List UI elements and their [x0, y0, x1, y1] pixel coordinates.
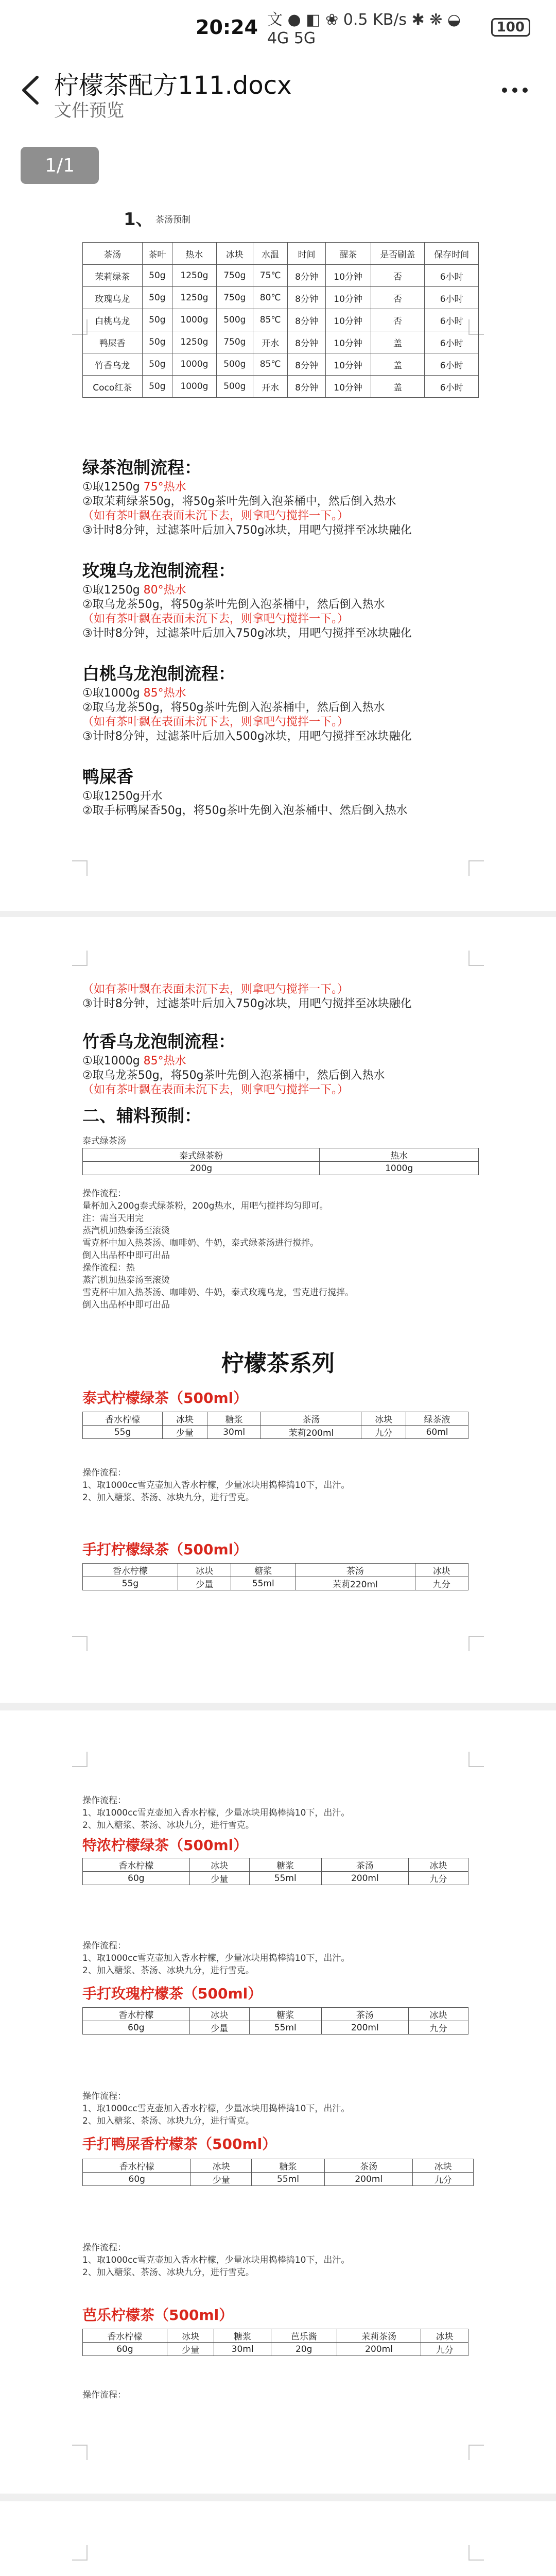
doc-note: 注：需当天用完 — [82, 1213, 144, 1224]
table-cell: 750g — [216, 265, 253, 287]
doc-line: ②取手标鸭屎香50g，将50g茶叶先倒入泡茶桶中、然后倒入热水 — [82, 804, 408, 817]
table-cell: 6小时 — [425, 287, 479, 309]
doc-line: ③计时8分钟，过滤茶叶后加入750g冰块，用吧勺搅拌至冰块融化 — [82, 627, 412, 640]
auxiliary-subtitle: 泰式绿茶汤 — [82, 1136, 126, 1146]
table-row — [83, 287, 479, 309]
table-cell: 盖 — [371, 376, 425, 398]
lemon-series-title: 柠檬茶系列 — [221, 1350, 335, 1377]
table-cell: 盖 — [371, 331, 425, 353]
table-row — [83, 1577, 468, 1590]
table-cell: 冰块 — [361, 1412, 406, 1426]
table-cell: 九分 — [408, 1872, 468, 1885]
rose-lemon-table — [82, 2007, 468, 2035]
table-cell: 1000g — [172, 353, 217, 376]
thai-lemon-title: 泰式柠檬绿茶（500ml） — [82, 1389, 248, 1406]
status-time: 20:24 — [196, 15, 258, 39]
table-cell: 香水柠檬 — [83, 2159, 191, 2173]
document-page-2 — [0, 917, 556, 1703]
table-cell: 热水 — [320, 1148, 479, 1162]
table-cell: 少量 — [163, 1426, 207, 1439]
table-cell: 1000g — [320, 1162, 479, 1175]
doc-line: 操作流程： — [82, 1941, 126, 1951]
doc-line: 蒸汽机加热泰汤至滚烫 — [82, 1226, 170, 1236]
doc-line: 倒入出品杯中即可出品 — [82, 1250, 170, 1261]
table-cell: 冰块 — [189, 2008, 249, 2021]
doc-line: ②取乌龙茶50g，将50g茶叶先倒入泡茶桶中，然后倒入热水 — [82, 598, 385, 611]
more-options-button[interactable] — [499, 82, 530, 98]
table-cell: 少量 — [189, 1872, 249, 1885]
doc-line: 1、取1000cc雪克壶加入香水柠檬，少量冰块用捣棒捣10下，出汁。 — [82, 2255, 350, 2265]
table-cell: 8分钟 — [288, 331, 325, 353]
table-header-row — [83, 2329, 468, 2343]
doc-line: ②取茉莉绿茶50g，将50g茶叶先倒入泡茶桶中，然后倒入热水 — [82, 495, 396, 508]
table-cell: 少量 — [191, 2173, 252, 2186]
table-cell: 10分钟 — [325, 331, 371, 353]
page-corner-mark — [72, 951, 88, 966]
table-cell: 10分钟 — [325, 265, 371, 287]
page-corner-mark — [468, 2445, 484, 2460]
table-header-row — [83, 1412, 468, 1426]
table-cell: 6小时 — [425, 331, 479, 353]
page-corner-mark — [72, 1752, 88, 1767]
table-cell: 冰块 — [408, 1858, 468, 1872]
table-cell: 糖浆 — [231, 1564, 296, 1577]
table-cell: 水温 — [253, 243, 288, 265]
table-cell: 30ml — [214, 2343, 271, 2356]
table-cell: 糖浆 — [207, 1412, 261, 1426]
page-corner-mark — [468, 951, 484, 966]
doc-line: 蒸汽机加热泰汤至滚烫 — [82, 1275, 170, 1285]
document-subtitle: 文件预览 — [54, 100, 124, 121]
table-cell: 是否刷盖 — [371, 243, 425, 265]
table-row — [83, 2343, 468, 2356]
table-cell: 6小时 — [425, 265, 479, 287]
doc-line: 雪克杯中加入热茶汤、咖啡奶、牛奶，泰式玫瑰乌龙，雪克进行搅拌。 — [82, 1287, 354, 1298]
table-cell: 50g — [142, 287, 172, 309]
doc-line: ①取1250g 80°热水 — [82, 584, 186, 597]
table-header-row — [83, 1564, 468, 1577]
table-cell: 茶汤 — [324, 2159, 412, 2173]
page-indicator: 1/1 — [21, 147, 99, 184]
table-cell: 少量 — [167, 2343, 214, 2356]
table-header-row — [83, 1858, 468, 1872]
table-cell: 50g — [142, 265, 172, 287]
table-cell: 60g — [83, 2173, 191, 2186]
table-cell: 200ml — [337, 2343, 421, 2356]
page-corner-mark — [468, 860, 484, 876]
table-cell: 50g — [142, 353, 172, 376]
page-corner-mark — [468, 1636, 484, 1651]
table-cell: 冰块 — [413, 2159, 474, 2173]
table-header-row — [83, 243, 479, 265]
table-cell: 8分钟 — [288, 287, 325, 309]
table-cell: 冰块 — [191, 2159, 252, 2173]
table-cell: 香水柠檬 — [83, 1564, 178, 1577]
doc-line: ②取乌龙茶50g，将50g茶叶先倒入泡茶桶中，然后倒入热水 — [82, 701, 385, 714]
doc-line: 1、取1000cc雪克壶加入香水柠檬，少量冰块用捣棒捣10下，出汁。 — [82, 1480, 350, 1490]
hand-lemon-table — [82, 1563, 468, 1590]
section-number: 1、 — [124, 209, 153, 230]
table-cell: 冰块 — [216, 243, 253, 265]
table-cell: 少量 — [178, 1577, 231, 1590]
table-cell: 75℃ — [253, 265, 288, 287]
doc-line: ②取乌龙茶50g，将50g茶叶先倒入泡茶桶中，然后倒入热水 — [82, 1069, 385, 1082]
tea-brew-table — [82, 242, 479, 398]
thai-lemon-table — [82, 1412, 468, 1439]
table-cell: 白桃乌龙 — [83, 309, 143, 331]
table-row — [83, 353, 479, 376]
table-cell: 时间 — [288, 243, 325, 265]
back-button[interactable] — [15, 72, 46, 108]
table-cell: 10分钟 — [325, 376, 371, 398]
table-row — [83, 309, 479, 331]
table-cell: 1250g — [172, 331, 217, 353]
doc-line: 量杯加入200g泰式绿茶粉，200g热水，用吧勺搅拌均匀即可。 — [82, 1201, 328, 1211]
table-cell: 冰块 — [178, 1564, 231, 1577]
table-cell: 鸭屎香 — [83, 331, 143, 353]
doc-line: 雪克杯中加入热茶汤、咖啡奶、牛奶，泰式绿茶汤进行搅拌。 — [82, 1238, 319, 1248]
table-cell: 6小时 — [425, 309, 479, 331]
page-corner-mark — [468, 1752, 484, 1767]
table-cell: Coco红茶 — [83, 376, 143, 398]
guava-lemon-title: 芭乐柠檬茶（500ml） — [82, 2307, 234, 2324]
document-page-4 — [0, 2501, 556, 2576]
doc-note: （如有茶叶飘在表面未沉下去，则拿吧勺搅拌一下。） — [82, 716, 349, 728]
duck-tea-title: 鸭屎香 — [82, 767, 133, 787]
table-cell: 香水柠檬 — [83, 2008, 190, 2021]
table-cell: 九分 — [413, 2173, 474, 2186]
table-cell: 泰式绿茶粉 — [83, 1148, 320, 1162]
table-cell: 55g — [83, 1577, 178, 1590]
table-cell: 九分 — [421, 2343, 468, 2356]
table-cell: 茶汤 — [321, 2008, 408, 2021]
table-cell: 开水 — [253, 376, 288, 398]
battery-icon: 100 — [491, 18, 530, 37]
table-cell: 盖 — [371, 353, 425, 376]
table-cell: 60g — [83, 2021, 190, 2035]
doc-line: 操作流程： — [82, 1189, 126, 1199]
doc-line: 操作流程： — [82, 1468, 126, 1478]
doc-line: 操作流程：热 — [82, 1263, 135, 1273]
table-cell: 冰块 — [189, 1858, 249, 1872]
table-row — [83, 2173, 474, 2186]
table-cell: 糖浆 — [249, 2008, 321, 2021]
table-cell: 1250g — [172, 287, 217, 309]
doc-line: 操作流程： — [82, 1795, 126, 1806]
doc-line: 1、取1000cc雪克壶加入香水柠檬，少量冰块用捣棒捣10下，出汁。 — [82, 1953, 350, 1963]
status-bar — [0, 0, 556, 54]
duck-lemon-title: 手打鸭屎香柠檬茶（500ml） — [82, 2136, 277, 2153]
table-cell: 茉莉绿茶 — [83, 265, 143, 287]
table-cell: 10分钟 — [325, 287, 371, 309]
table-cell: 冰块 — [415, 1564, 468, 1577]
table-cell: 开水 — [253, 331, 288, 353]
document-title: 柠檬茶配方111.docx — [54, 71, 292, 100]
page-corner-mark — [72, 860, 88, 876]
thai-green-table — [82, 1148, 479, 1175]
table-cell: 8分钟 — [288, 376, 325, 398]
table-row — [83, 331, 479, 353]
doc-note: （如有茶叶飘在表面未沉下去，则拿吧勺搅拌一下。） — [82, 983, 349, 996]
table-cell: 200ml — [324, 2173, 412, 2186]
table-cell: 8分钟 — [288, 309, 325, 331]
table-cell: 200ml — [321, 2021, 408, 2035]
table-cell: 茶汤 — [296, 1564, 415, 1577]
page-corner-mark — [468, 2545, 484, 2561]
table-cell: 85℃ — [253, 309, 288, 331]
table-cell: 茶汤 — [261, 1412, 361, 1426]
table-cell: 60g — [83, 2343, 167, 2356]
duck-lemon-table — [82, 2159, 474, 2186]
table-cell: 6小时 — [425, 353, 479, 376]
green-tea-title: 绿茶泡制流程： — [82, 457, 201, 478]
doc-note: （如有茶叶飘在表面未沉下去，则拿吧勺搅拌一下。） — [82, 1083, 349, 1096]
table-cell: 九分 — [415, 1577, 468, 1590]
table-cell: 糖浆 — [214, 2329, 271, 2343]
table-cell: 200ml — [321, 1872, 408, 1885]
doc-note: （如有茶叶飘在表面未沉下去，则拿吧勺搅拌一下。） — [82, 613, 349, 625]
table-header-row — [83, 2159, 474, 2173]
table-cell: 九分 — [361, 1426, 406, 1439]
table-cell: 500g — [216, 353, 253, 376]
table-cell: 60ml — [406, 1426, 468, 1439]
document-page-1 — [0, 129, 556, 911]
doc-line: 1、取1000cc雪克壶加入香水柠檬，少量冰块用捣棒捣10下，出汁。 — [82, 1808, 350, 1818]
table-cell: 80℃ — [253, 287, 288, 309]
table-cell: 55ml — [231, 1577, 296, 1590]
status-icon-strip: 文 ● ◧ ❀ 0.5 KB/s ✱ ❋ ◒ 4G 5G — [267, 11, 461, 47]
table-cell: 九分 — [408, 2021, 468, 2035]
doc-line: 倒入出品杯中即可出品 — [82, 1300, 170, 1310]
status-icons — [267, 7, 530, 47]
table-cell: 玫瑰乌龙 — [83, 287, 143, 309]
table-row — [83, 265, 479, 287]
auxiliary-title: 二、辅料预制： — [82, 1106, 201, 1126]
table-cell: 10分钟 — [325, 309, 371, 331]
table-cell: 8分钟 — [288, 353, 325, 376]
hand-lemon-title: 手打柠檬绿茶（500ml） — [82, 1541, 248, 1558]
table-cell: 醒茶 — [325, 243, 371, 265]
doc-line: ③计时8分钟，过滤茶叶后加入750g冰块，用吧勺搅拌至冰块融化 — [82, 524, 412, 537]
doc-line: 1、取1000cc雪克壶加入香水柠檬，少量冰块用捣棒捣10下，出汁。 — [82, 2104, 350, 2114]
table-cell: 热水 — [172, 243, 217, 265]
table-cell: 30ml — [207, 1426, 261, 1439]
table-row — [83, 376, 479, 398]
app-header — [0, 54, 556, 129]
table-cell: 1250g — [172, 265, 217, 287]
table-cell: 50g — [142, 376, 172, 398]
table-cell: 糖浆 — [249, 1858, 321, 1872]
doc-line: ①取1000g 85°热水 — [82, 1055, 186, 1067]
table-cell: 8分钟 — [288, 265, 325, 287]
doc-line: 操作流程： — [82, 2091, 126, 2102]
table-cell: 85℃ — [253, 353, 288, 376]
table-cell: 1000g — [172, 309, 217, 331]
table-cell: 55ml — [249, 1872, 321, 1885]
table-cell: 保存时间 — [425, 243, 479, 265]
doc-line: 2、加入糖浆、茶汤、冰块九分，进行雪克。 — [82, 1493, 254, 1503]
table-cell: 6小时 — [425, 376, 479, 398]
page-corner-mark — [72, 1636, 88, 1651]
table-cell: 750g — [216, 331, 253, 353]
table-cell: 芭乐酱 — [271, 2329, 337, 2343]
table-cell: 500g — [216, 376, 253, 398]
table-cell: 否 — [371, 287, 425, 309]
table-cell: 绿茶液 — [406, 1412, 468, 1426]
table-row — [83, 1162, 479, 1175]
table-cell: 茉莉200ml — [261, 1426, 361, 1439]
strong-lemon-title: 特浓柠檬绿茶（500ml） — [82, 1837, 248, 1854]
doc-line: ③计时8分钟，过滤茶叶后加入500g冰块，用吧勺搅拌至冰块融化 — [82, 730, 412, 743]
table-row — [83, 1872, 468, 1885]
section-subtitle: 茶汤预制 — [155, 215, 190, 225]
table-cell: 500g — [216, 309, 253, 331]
doc-line: 操作流程： — [82, 2243, 126, 2253]
table-cell: 200g — [83, 1162, 320, 1175]
doc-line: 2、加入糖浆、茶汤、冰块九分，进行雪克。 — [82, 1820, 254, 1831]
table-cell: 冰块 — [167, 2329, 214, 2343]
table-cell: 茶汤 — [321, 1858, 408, 1872]
rose-oolong-title: 玫瑰乌龙泡制流程： — [82, 561, 235, 581]
table-cell: 冰块 — [408, 2008, 468, 2021]
table-cell: 香水柠檬 — [83, 1858, 190, 1872]
table-cell: 冰块 — [421, 2329, 468, 2343]
peach-oolong-title: 白桃乌龙泡制流程： — [82, 664, 235, 684]
table-cell: 60g — [83, 1872, 190, 1885]
table-cell: 否 — [371, 309, 425, 331]
table-cell: 香水柠檬 — [83, 1412, 163, 1426]
doc-line: ①取1250g 75°热水 — [82, 481, 186, 494]
table-cell: 竹香乌龙 — [83, 353, 143, 376]
table-header-row — [83, 2008, 468, 2021]
table-cell: 茉莉220ml — [296, 1577, 415, 1590]
page-corner-mark — [72, 2445, 88, 2460]
table-cell: 少量 — [189, 2021, 249, 2035]
page-corner-mark — [72, 2545, 88, 2561]
doc-line: 2、加入糖浆、茶汤、冰块九分，进行雪克。 — [82, 1965, 254, 1976]
table-cell: 750g — [216, 287, 253, 309]
table-row — [83, 2021, 468, 2035]
chevron-left-icon — [15, 72, 46, 108]
doc-line: ③计时8分钟，过滤茶叶后加入750g冰块，用吧勺搅拌至冰块融化 — [82, 997, 412, 1010]
table-row — [83, 1426, 468, 1439]
doc-line: 2、加入糖浆、茶汤、冰块九分，进行雪克。 — [82, 2116, 254, 2126]
doc-line: 操作流程： — [82, 2390, 126, 2400]
table-cell: 茶汤 — [83, 243, 143, 265]
table-cell: 10分钟 — [325, 353, 371, 376]
table-cell: 20g — [271, 2343, 337, 2356]
strong-lemon-table — [82, 1858, 468, 1885]
table-cell: 糖浆 — [252, 2159, 325, 2173]
table-cell: 55g — [83, 1426, 163, 1439]
doc-line: ①取1250g开水 — [82, 790, 163, 803]
table-cell: 茉莉茶汤 — [337, 2329, 421, 2343]
document-page-3 — [0, 1710, 556, 2494]
table-cell: 50g — [142, 331, 172, 353]
more-dots-icon — [499, 82, 530, 98]
table-cell: 55ml — [249, 2021, 321, 2035]
doc-note: （如有茶叶飘在表面未沉下去，则拿吧勺搅拌一下。） — [82, 510, 349, 522]
table-cell: 50g — [142, 309, 172, 331]
table-cell: 否 — [371, 265, 425, 287]
guava-lemon-table — [82, 2329, 468, 2356]
table-cell: 1000g — [172, 376, 217, 398]
table-cell: 茶叶 — [142, 243, 172, 265]
bamboo-oolong-title: 竹香乌龙泡制流程： — [82, 1031, 235, 1052]
rose-lemon-title: 手打玫瑰柠檬茶（500ml） — [82, 1985, 263, 2002]
table-cell: 55ml — [252, 2173, 325, 2186]
table-cell: 冰块 — [163, 1412, 207, 1426]
doc-line: ①取1000g 85°热水 — [82, 687, 186, 700]
doc-line: 2、加入糖浆、茶汤、冰块九分，进行雪克。 — [82, 2267, 254, 2278]
table-header-row — [83, 1148, 479, 1162]
table-cell: 香水柠檬 — [83, 2329, 167, 2343]
